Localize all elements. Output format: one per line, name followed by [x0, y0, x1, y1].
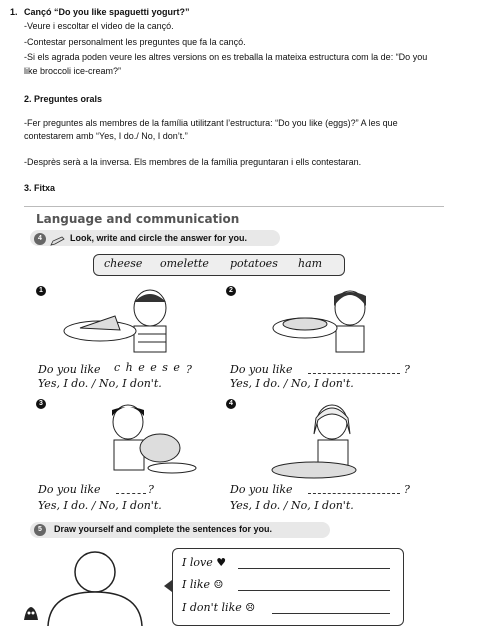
s1-item-1: -Veure i escoltar el video de la cançó.: [24, 21, 174, 31]
boy-eating-cheese-illustration: [60, 286, 190, 361]
item-2-question: Do you like: [230, 363, 293, 376]
item-3-blank[interactable]: [116, 493, 146, 494]
item-4-answer: Yes, I do. / No, I don't.: [230, 499, 354, 512]
worksheet-heading: Language and communication: [36, 212, 240, 226]
item-1-answer: Yes, I do. / No, I don't.: [38, 377, 162, 390]
sentence-dont-like-blank[interactable]: [272, 613, 390, 614]
section-1-title: Cançó “Do you like spaguetti yogurt?”: [24, 7, 190, 17]
sentence-dont-like: I don't like ☹: [182, 601, 256, 614]
s2-para-1-line-1: -Fer preguntes als membres de la família utilitzant l’estructura: “Do you like (eggs)?” A les que: [24, 118, 398, 128]
s1-item-4: like broccoli ice-cream?”: [24, 66, 122, 76]
item-1-question: Do you like: [38, 363, 101, 376]
s1-item-2: -Contestar personalment les preguntes que fa la cançó.: [24, 37, 246, 47]
item-2-answer: Yes, I do. / No, I don't.: [230, 377, 354, 390]
ex5-instruction: Draw yourself and complete the sentences for you.: [54, 524, 273, 534]
item-4-question-mark: ?: [404, 483, 410, 496]
item-3-answer: Yes, I do. / No, I don't.: [38, 499, 162, 512]
item-1-number: 1: [36, 286, 46, 296]
item-4-question: Do you like: [230, 483, 293, 496]
item-2-number: 2: [226, 286, 236, 296]
word-bank-item: potatoes: [230, 257, 278, 270]
section-2-title: 2. Preguntes orals: [24, 94, 103, 104]
sentence-love-blank[interactable]: [238, 568, 390, 569]
speech-pointer: [164, 580, 172, 592]
sentence-like-blank[interactable]: [238, 590, 390, 591]
girl-with-pizza-illustration: [270, 400, 380, 485]
item-1-question-mark: ?: [186, 363, 192, 376]
ex4-instruction: Look, write and circle the answer for you.: [70, 233, 248, 243]
item-3-number: 3: [36, 399, 46, 409]
item-4-blank[interactable]: [308, 493, 400, 494]
item-1-filled-answer: c h e e s e: [114, 361, 181, 374]
sentence-love: I love ♥: [182, 556, 227, 569]
s2-para-1-line-2: contestarem amb “Yes, I do./ No, I don’t.”: [24, 131, 188, 141]
item-2-blank[interactable]: [308, 373, 400, 374]
mascot-icon: [22, 604, 40, 627]
item-3-question: Do you like: [38, 483, 101, 496]
word-bank-item: omelette: [160, 257, 209, 270]
section-1-number: 1.: [10, 7, 18, 17]
s2-para-2: -Desprès serà a la inversa. Els membres de la família preguntaran i ells contestaran.: [24, 157, 362, 167]
section-3-title: 3. Fitxa: [24, 183, 56, 193]
s1-item-3: -Si els agrada poden veure les altres versions on es treballa la mateixa estructura com la de: “Do you: [24, 52, 428, 62]
item-2-question-mark: ?: [404, 363, 410, 376]
item-4-number: 4: [226, 399, 236, 409]
boy-with-ham-illustration: [90, 400, 200, 485]
divider: [24, 206, 444, 207]
word-bank-item: ham: [298, 257, 323, 270]
self-portrait-outline[interactable]: [40, 548, 150, 631]
sentence-like: I like ☺: [182, 578, 224, 591]
ex4-number-badge: 4: [34, 233, 46, 245]
word-bank-item: cheese: [104, 257, 143, 270]
girl-with-omelette-illustration: [260, 286, 390, 361]
pencil-icon: [50, 233, 66, 251]
item-3-question-mark: ?: [148, 483, 154, 496]
ex5-number-badge: 5: [34, 524, 46, 536]
